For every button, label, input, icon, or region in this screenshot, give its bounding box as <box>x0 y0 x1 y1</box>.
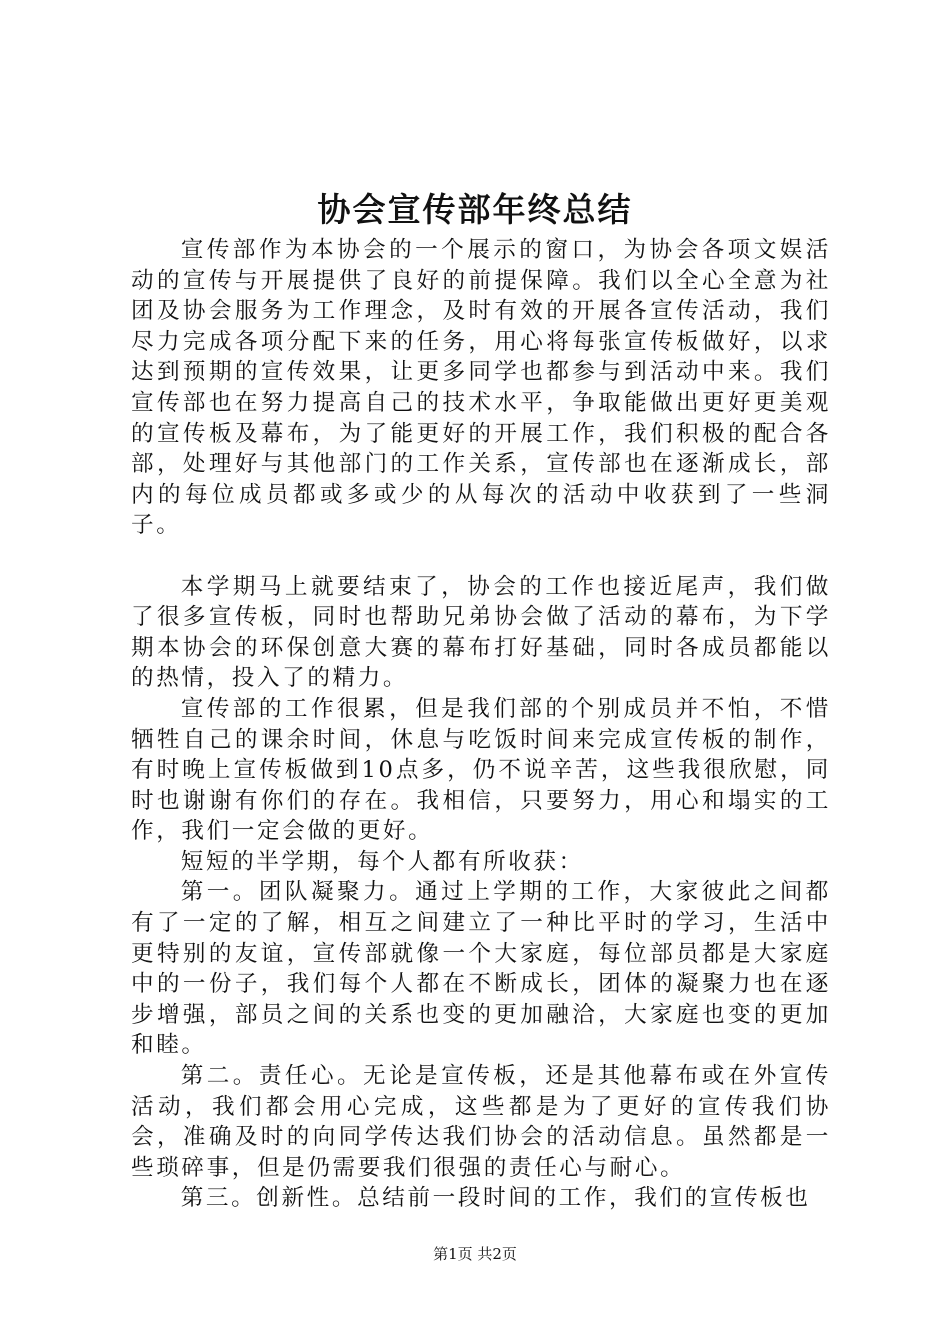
page-number-footer: 第1页 共2页 <box>433 1245 517 1263</box>
document-title: 协会宣传部年终总结 <box>317 190 633 229</box>
paragraph-point-three: 第三。创新性。总结前一段时间的工作，我们的宣传板也 <box>180 1185 811 1212</box>
paragraph-point-one: 第一。团队凝聚力。通过上学期的工作，大家彼此之间都有了一定的了解，相互之间建立了一种比平时的学习，生活中更特别的友谊，宣传部就像一个大家庭，每位部员都是大家庭中的一份子，我们每个人都在不断成长，团体的凝聚力也在逐步增强，部员之间的关系也变的更加融洽，大家庭也变的更加和睦。 <box>131 879 831 1059</box>
document-body <box>131 235 831 1214</box>
paragraph-gains-intro: 短短的半学期，每个人都有所收获： <box>180 848 584 875</box>
paragraph-semester: 本学期马上就要结束了，协会的工作也接近尾声，我们做了很多宣传板，同时也帮助兄弟协会做了活动的幕布，为下学期本协会的环保创意大赛的幕布打好基础，同时各成员都能以的热情，投入了的精力。 <box>131 573 831 692</box>
paragraph-hard-work: 宣传部的工作很累，但是我们部的个别成员并不怕，不惜牺牲自己的课余时间，休息与吃饭时间来完成宣传板的制作，有时晚上宣传板做到10点多，仍不说辛苦，这些我很欣慰，同时也谢谢有你们的存在。我相信，只要努力，用心和塌实的工作，我们一定会做的更好。 <box>131 695 831 845</box>
paragraph-intro: 宣传部作为本协会的一个展示的窗口，为协会各项文娱活动的宣传与开展提供了良好的前提保障。我们以全心全意为社团及协会服务为工作理念，及时有效的开展各宣传活动，我们尽力完成各项分配下来的任务，用心将每张宣传板做好，以求达到预期的宣传效果，让更多同学也都参与到活动中来。我们宣传部也在努力提高自己的技术水平，争取能做出更好更美观的宣传板及幕布，为了能更好的开展工作，我们积极的配合各部，处理好与其他部门的工作关系，宣传部也在逐渐成长，部内的每位成员都或多或少的从每次的活动中收获到了一些洞子。 <box>131 237 831 539</box>
paragraph-point-two: 第二。责任心。无论是宣传板，还是其他幕布或在外宣传活动，我们都会用心完成，这些都是为了更好的宣传我们协会，准确及时的向同学传达我们协会的活动信息。虽然都是一些琐碎事，但是仍需要我们很强的责任心与耐心。 <box>131 1063 831 1181</box>
paragraph-spacer <box>131 541 831 572</box>
